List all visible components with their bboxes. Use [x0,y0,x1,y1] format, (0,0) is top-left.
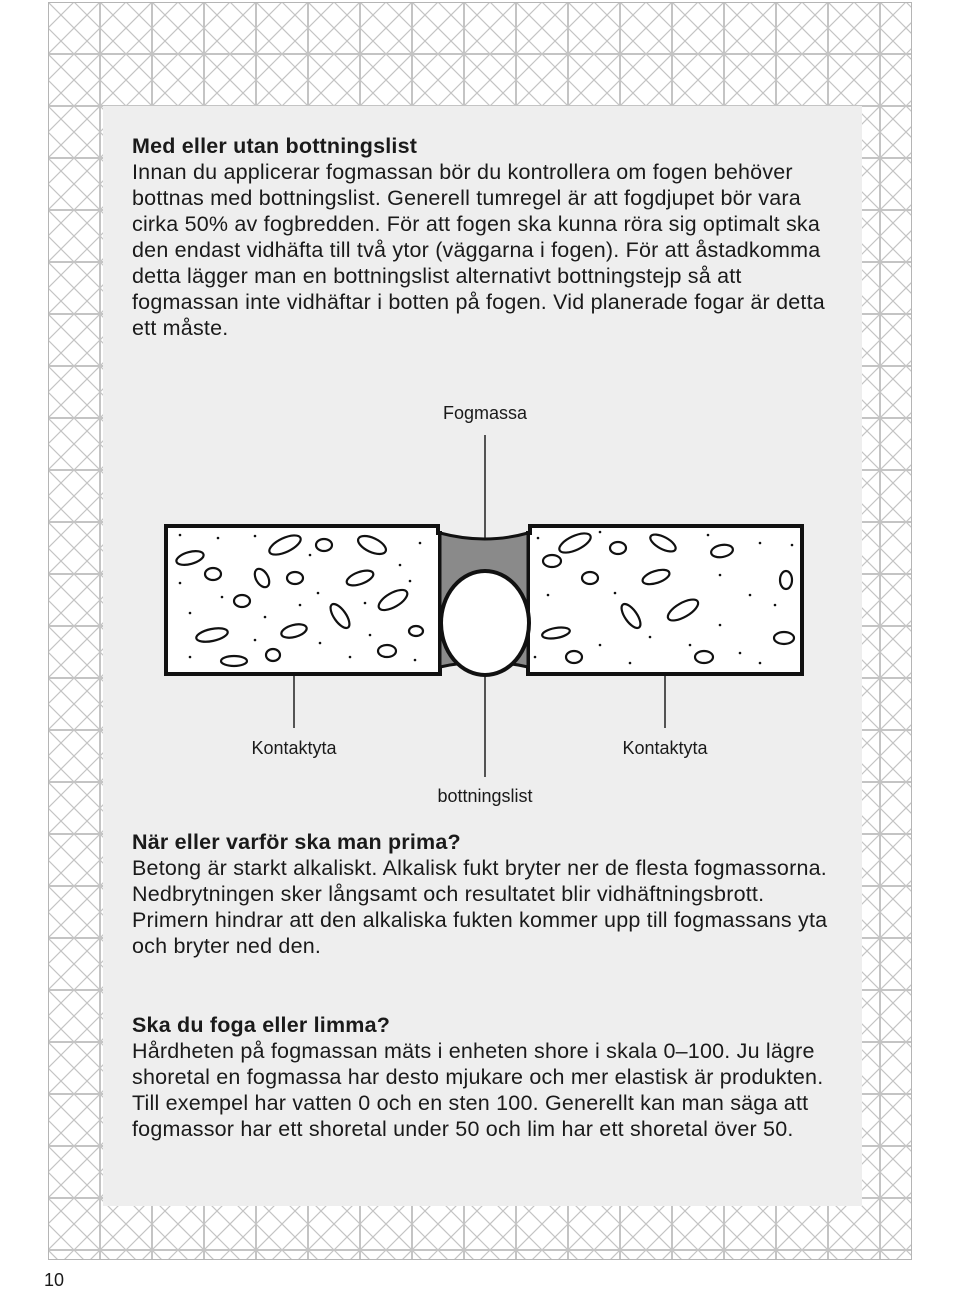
label-fogmassa: Fogmassa [442,403,528,423]
label-kontaktyta-right: Kontaktyta [622,738,708,758]
backer-rod-bottningslist [441,571,529,675]
joint-diagram [160,395,820,815]
section-heading: Ska du foga eller limma? [132,1013,391,1037]
section-foga-limma [132,1012,832,1142]
section-bottningslist [132,133,832,341]
page-number: 10 [44,1270,65,1290]
section-heading: Med eller utan bottningslist [132,134,418,158]
label-bottningslist: bottningslist [437,786,533,806]
section-prima [132,829,832,959]
section-heading: När eller varför ska man prima? [132,830,461,854]
section-body: Innan du applicerar fogmassan bör du kontrollera om fogen behöver bottnas med bottningslist. Generell tumregel är att fogdjupet bör vara cirka 50% av fogbredden. För att fogen ska kunna röra sig optimalt ska den endast vidhäfta till två ytor (väggarna i fogen). För att åstadkomma detta lägger man en bottningslist alternativt bottningstejp så att fogmassan inte vidhäftar i botten på fogen. Vid planerade fogar är detta ett måste. [132,160,825,340]
label-kontaktyta-left: Kontaktyta [251,738,337,758]
concrete-slab-left [166,526,440,674]
section-body: Hårdheten på fogmassan mäts i enheten shore i skala 0–100. Ju lägre shoretal en fogmassa har desto mjukare och mer elastisk är produkten. Till exempel har vatten 0 och en sten 100. Generellt kan man säga att fogmassor har ett shoretal under 50 och lim har ett shoretal över 50. [132,1039,824,1141]
section-body: Betong är starkt alkaliskt. Alkalisk fukt bryter ner de flesta fogmassorna. Nedbrytningen sker långsamt och resultatet blir vidhäftningsbrott. Primern hindrar att den alkaliska fukten kommer upp till fogmassans yta och bryter ned den. [132,856,828,958]
concrete-slab-right [528,526,802,674]
